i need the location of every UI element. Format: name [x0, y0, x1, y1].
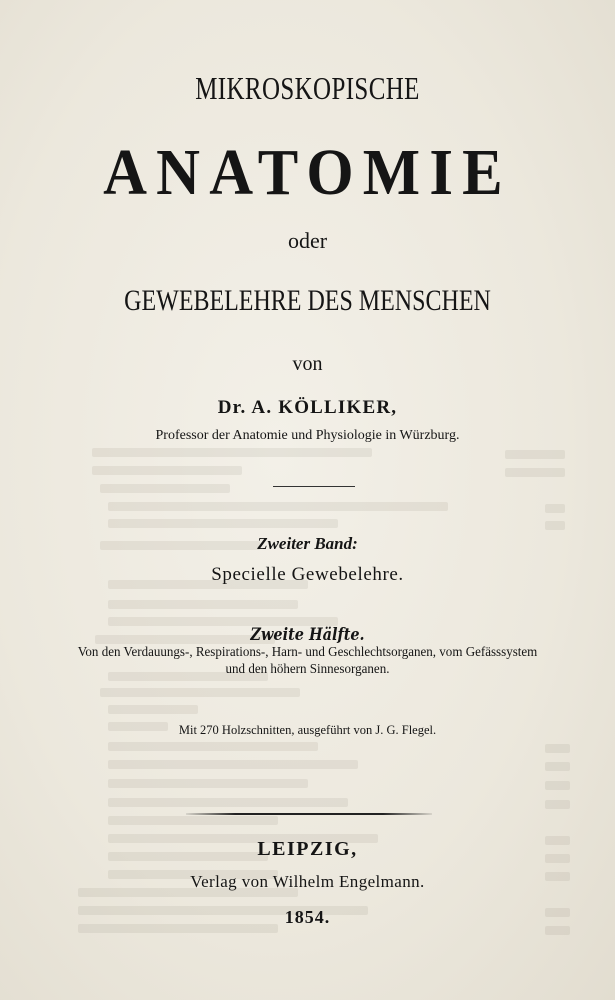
title-line-2: ANATOMIE: [103, 136, 512, 209]
title-line-1: MIKROSKOPISCHE: [195, 70, 420, 106]
illustrations-note: Mit 270 Holzschnitten, ausgeführt von J. G. Flegel.: [178, 723, 437, 737]
volume-label: Zweiter Band:: [257, 534, 358, 553]
author-affiliation: Professor der Anatomie und Physiologie in Würzburg.: [155, 428, 460, 443]
publisher: Verlag von Wilhelm Engelmann.: [190, 872, 425, 891]
short-divider: [273, 486, 355, 487]
publication-year: 1854.: [284, 907, 331, 927]
title-line-3: GEWEBELEHRE DES MENSCHEN: [124, 284, 491, 317]
long-divider: [186, 813, 432, 815]
publication-city: LEIPZIG,: [257, 838, 358, 860]
author-name: Dr. A. KÖLLIKER,: [217, 397, 398, 418]
contents-line-2: und den höhern Sinnesorganen.: [225, 662, 390, 677]
volume-subject: Specielle Gewebelehre.: [211, 564, 404, 585]
half-label: Zweite Hälfte.: [250, 625, 365, 645]
contents-line-1: Von den Verdauungs-, Respirations-, Harn- und Geschlechtsorganen, vom Gefässsystem: [77, 645, 538, 660]
by-line: von: [292, 353, 323, 375]
conjunction: oder: [287, 228, 328, 253]
